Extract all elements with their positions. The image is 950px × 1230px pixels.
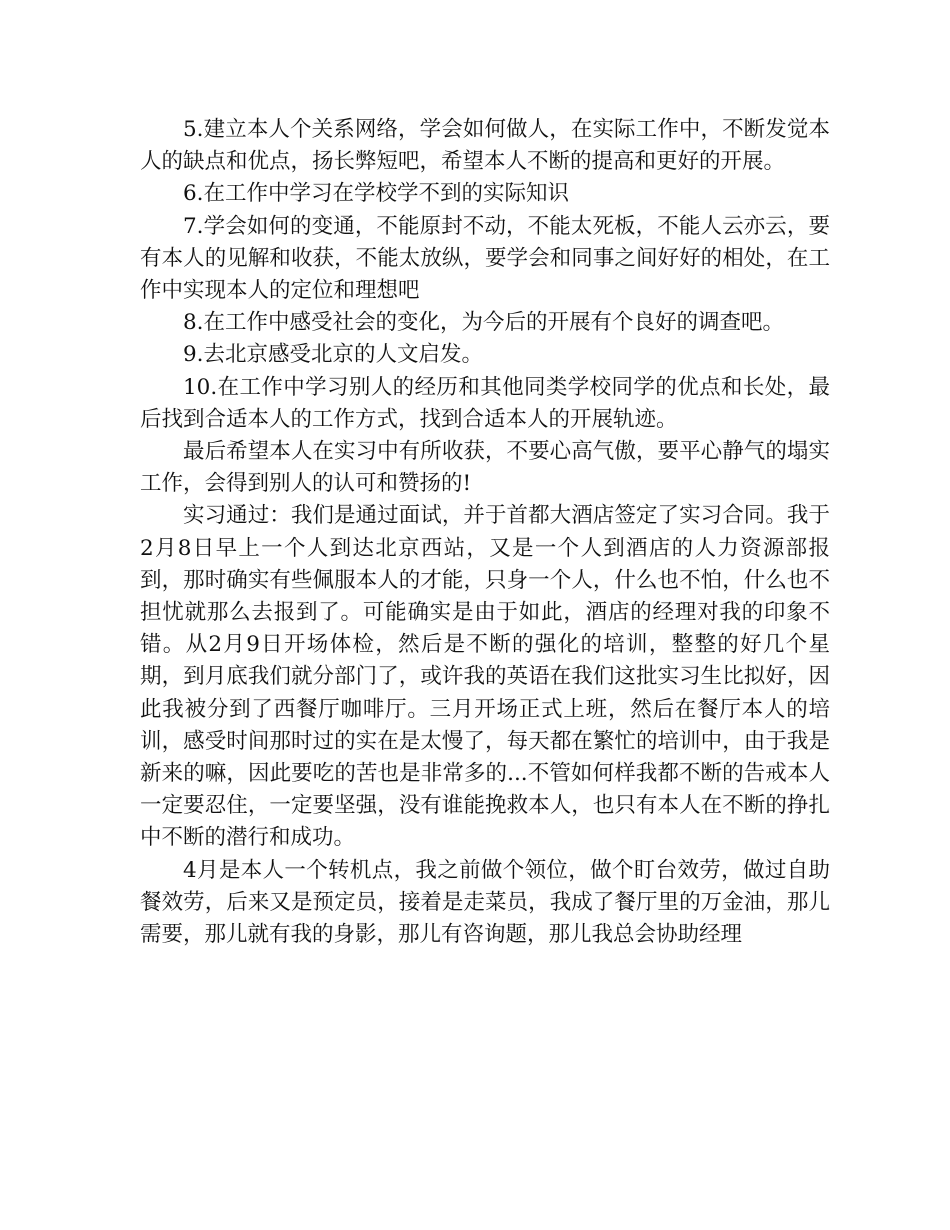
paragraph-item-5: 5.建立本人个关系网络，学会如何做人，在实际工作中，不断发觉本人的缺点和优点，扬长弊短吧，希望本人不断的提高和更好的开展。 [140, 117, 830, 175]
paragraph-internship-process: 实习通过：我们是通过面试，并于首都大酒店签定了实习合同。我于2月8日早上一个人到达北京西站，又是一个人到酒店的人力资源部报到，那时确实有些佩服本人的才能，只身一个人，什么也不怕，什么也不担忧就那么去报到了。可能确实是由于如此，酒店的经理对我的印象不错。从2月9日开场体检，然后是不断的强化的培训，整整的好几个星期，到月底我们就分部门了，或许我的英语在我们这批实习生比拟好，因此我被分到了西餐厅咖啡厅。三月开场正式上班，然后在餐厅本人的培训，感受时间那时过的实在是太慢了，每天都在繁忙的培训中，由于我是新来的嘛，因此要吃的苦也是非常多的...不管如何样我都不断的告戒本人一定要忍住，一定要坚强，没有谁能挽救本人，也只有本人在不断的挣扎中不断的潜行和成功。 [140, 503, 830, 851]
paragraph-closing-hope: 最后希望本人在实习中有所收获，不要心高气傲，要平心静气的塌实工作，会得到别人的认可和赞扬的! [140, 439, 830, 497]
paragraph-item-10: 10.在工作中学习别人的经历和其他同类学校同学的优点和长处，最后找到合适本人的工作方式，找到合适本人的开展轨迹。 [140, 374, 830, 432]
paragraph-item-6: 6.在工作中学习在学校学不到的实际知识 [183, 181, 570, 207]
paragraph-item-8: 8.在工作中感受社会的变化，为今后的开展有个良好的调查吧。 [183, 310, 785, 336]
paragraph-april-turning-point: 4月是本人一个转机点，我之前做个领位，做个盯台效劳，做过自助餐效劳，后来又是预定员，接着是走菜员，我成了餐厅里的万金油，那儿需要，那儿就有我的身影，那儿有咨询题，那儿我总会协助经理 [140, 857, 830, 948]
document-page [140, 114, 830, 951]
paragraph-item-9: 9.去北京感受北京的人文启发。 [183, 342, 484, 368]
paragraph-item-7: 7.学会如何的变通，不能原封不动，不能太死板，不能人云亦云，要有本人的见解和收获，不能太放纵，要学会和同事之间好好的相处，在工作中实现本人的定位和理想吧 [140, 213, 830, 304]
